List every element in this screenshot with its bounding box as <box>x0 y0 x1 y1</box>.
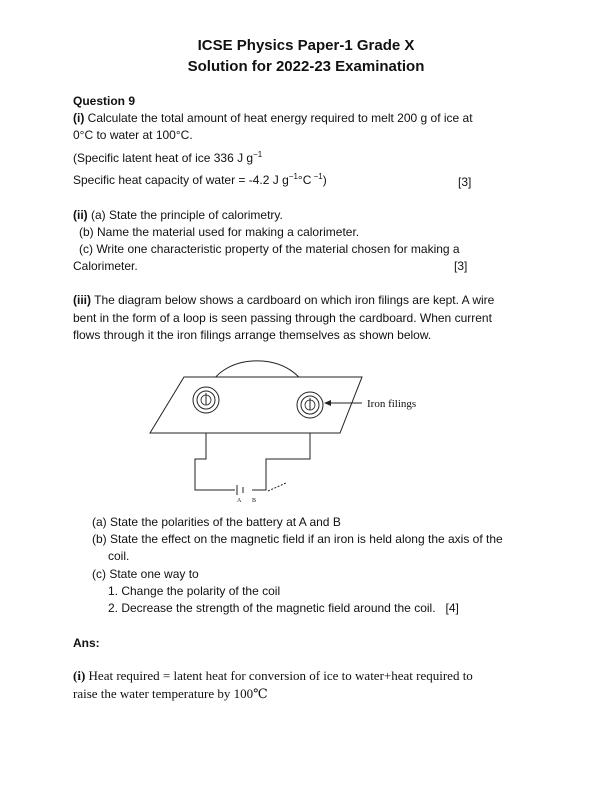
part-iii-c: (c) State one way to <box>92 567 199 581</box>
part-i-label: (i) <box>73 111 85 125</box>
coil-diagram <box>140 355 440 505</box>
part-iii-marks: [4] <box>445 601 459 615</box>
part-ii-c-line1: (c) Write one characteristic property of the material chosen for making a <box>79 242 460 256</box>
part-iii-c1: 1. Change the polarity of the coil <box>108 584 281 598</box>
part-i-line2: 0°C to water at 100°C. <box>73 128 193 142</box>
question-heading: Question 9 <box>73 94 136 108</box>
specific-heat-exp1: −1 <box>288 172 298 181</box>
left-filing-rings <box>193 387 219 413</box>
page-title: ICSE Physics Paper-1 Grade X <box>197 37 415 54</box>
answer-heading: Ans: <box>73 636 100 650</box>
part-iii-line3: flows through it the iron filings arrange themselves as shown below. <box>73 328 432 342</box>
iron-filings-label: Iron filings <box>367 398 417 410</box>
answer-line1 <box>73 667 473 684</box>
part-iii-a: (a) State the polarities of the battery at A and B <box>92 515 341 529</box>
part-ii-a-text: (a) State the principle of calorimetry. <box>87 208 283 222</box>
latent-heat-text: (Specific latent heat of ice 336 J g <box>73 151 254 165</box>
left-lower-wire <box>195 433 235 490</box>
part-i-data2 <box>73 172 327 189</box>
page-subtitle: Solution for 2022-23 Examination <box>187 58 425 75</box>
part-ii-b: (b) Name the material used for making a calorimeter. <box>79 225 360 239</box>
right-filing-rings <box>297 392 323 418</box>
part-iii-c2-text: 2. Decrease the strength of the magnetic field around the coil. <box>108 601 436 615</box>
specific-heat-end: ) <box>322 173 327 187</box>
part-i-marks: [3] <box>458 175 472 189</box>
part-i-data1 <box>73 150 262 167</box>
part-ii-a <box>73 207 283 224</box>
answer-label: (i) <box>73 668 86 683</box>
part-iii-label: (iii) <box>73 293 91 307</box>
part-iii-c2 <box>108 600 459 617</box>
answer-text1: Heat required = latent heat for conversion of ice to water+heat required to <box>85 668 473 683</box>
part-iii-text1: The diagram below shows a cardboard on which iron filings are kept. A wire <box>91 293 495 307</box>
part-iii-b-line1: (b) State the effect on the magnetic field if an iron is held along the axis of the <box>92 532 503 546</box>
part-ii-label: (ii) <box>73 208 88 222</box>
part-iii-line2: bent in the form of a loop is seen passing through the cardboard. When current <box>73 311 492 325</box>
specific-heat-mid: °C <box>297 173 312 187</box>
latent-heat-exp: −1 <box>253 150 263 159</box>
part-iii-b-line2: coil. <box>108 549 130 563</box>
part-i-line1 <box>73 110 473 127</box>
terminal-b-label: B <box>252 498 257 504</box>
part-ii-c-line2: Calorimeter. <box>73 259 138 273</box>
specific-heat-prefix: Specific heat capacity of water = -4.2 J g <box>73 173 289 187</box>
specific-heat-exp2: −1 <box>311 172 323 181</box>
part-iii-line1 <box>73 292 494 309</box>
answer-line2: raise the water temperature by 100℃ <box>73 686 268 701</box>
rheostat-mark <box>268 483 286 491</box>
terminal-a-label: A <box>237 498 242 504</box>
right-lower-wire <box>252 433 310 490</box>
part-ii-marks: [3] <box>454 259 468 273</box>
part-i-text1: Calculate the total amount of heat energy required to melt 200 g of ice at <box>84 111 473 125</box>
